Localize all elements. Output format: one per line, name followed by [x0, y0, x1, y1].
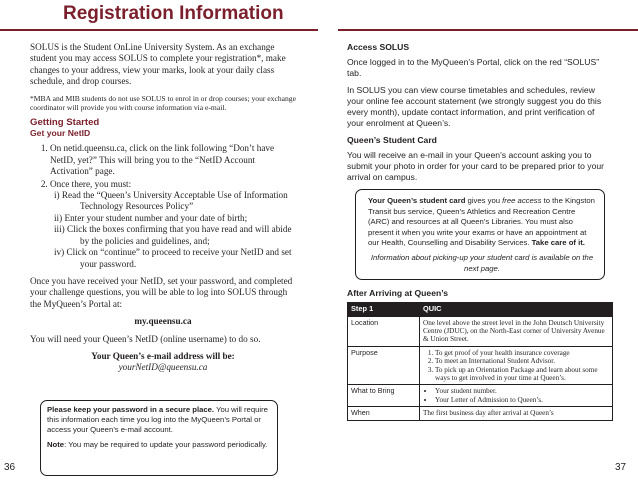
left-column: [30, 42, 296, 380]
password-note-bold: Please keep your password in a secure place.: [47, 405, 215, 414]
substep-text: Click the boxes confirming that you have read and will abide by the policies and guidelines, and;: [67, 224, 292, 246]
row-label: Location: [348, 316, 420, 346]
list-item: • Your student number.: [435, 387, 609, 395]
card-box-lead: Your Queen’s student card: [368, 196, 466, 205]
email-address: yourNetID@queensu.ca: [118, 362, 208, 373]
page-number-left: 36: [4, 462, 16, 473]
table-header-row: [348, 303, 613, 316]
header-rule-left: [0, 29, 318, 31]
card-box-care: Take care of it.: [531, 238, 585, 248]
card-box-text: [368, 196, 596, 249]
card-box-rest: to the Kingston Transit bus service, Queen’s Athletics and Recreation Centre (ARC) and resources at all Queen’s Libraries. You must also present it when you write your exams or have an appointment at our Health, Counselling and Disability Services.: [368, 196, 595, 248]
card-box-pickup: Information about picking-up your student card is available on the next page.: [370, 252, 594, 273]
student-card-paragraph: You will receive an e-mail in your Queen’s account asking you to submit your photo in order for your card to be prepared prior to your arrival on campus.: [347, 150, 604, 182]
email-heading: Your Queen’s e-mail address will be:: [91, 350, 235, 361]
access-paragraph-2: In SOLUS you can view course timetables and schedules, review your online fee account statement (we strongly suggest you do this every month), update contact information, and print verification of your enrolment at Queen’s.: [347, 85, 602, 128]
footnote: *MBA and MIB students do not use SOLUS to enrol in or drop courses; your exchange coordinator will provide you with course information via e-mail.: [30, 93, 296, 113]
substep-num: i): [54, 190, 60, 201]
step-2-text: Once there, you must:: [50, 178, 132, 189]
substep-num: ii): [54, 212, 63, 223]
student-card-heading: Queen’s Student Card: [347, 135, 437, 145]
intro-paragraph: SOLUS is the Student OnLine University System. As an exchange student you may access SOLUS to complete your registration*, make changes to your address, view your marks, look at your daily class schedule, and drop courses.: [30, 42, 286, 87]
password-note-box: [40, 400, 278, 476]
row-value: [420, 385, 613, 407]
step-2: [50, 179, 296, 270]
row-value: The first business day after arrival at Queen’s: [420, 407, 613, 420]
table-row: [348, 316, 613, 346]
substep: [54, 247, 296, 270]
substep-text: Enter your student number and your date of birth;: [64, 212, 248, 223]
table-header-cell: Step 1: [348, 303, 420, 316]
list-item: 1. To get proof of your health insurance coverage: [435, 349, 609, 357]
row-value: One level above the street level in the John Deutsch University Centre (JDUC), on the North-East corner of University Avenue & Union Street.: [420, 316, 613, 346]
substep-text: Read the “Queen’s University Acceptable Use of Information Technology Resources Policy”: [61, 190, 288, 212]
table-row: [348, 346, 613, 385]
access-solus-heading: Access SOLUS: [347, 42, 410, 52]
right-column: [347, 42, 613, 421]
row-label: Purpose: [348, 346, 420, 385]
row-value: [420, 346, 613, 385]
list-item: 3. To pick up an Orientation Package and learn about some ways to get involved in your time at Queen’s.: [435, 366, 609, 383]
purpose-list: [435, 349, 609, 383]
row-label: What to Bring: [348, 385, 420, 407]
substep: [54, 190, 296, 213]
substep-num: iv): [54, 247, 65, 258]
portal-url: my.queensu.ca: [134, 316, 192, 327]
substep-num: iii): [54, 224, 65, 235]
after-netid-paragraph: Once you have received your NetID, set your password, and completed your challenge questions, you will be able to log into SOLUS through the MyQueen’s Portal at:: [30, 275, 293, 309]
page-header: [0, 0, 638, 30]
header-rule-right: [338, 29, 638, 31]
password-note-text: You will require this information each time you log into the MyQueen’s Portal or access your Queen’s e-mail account.: [47, 405, 268, 434]
update-note-text: : You may be required to update your password periodically.: [64, 440, 268, 449]
table-row: [348, 407, 613, 420]
table-header-cell: QUIC: [420, 303, 613, 316]
page-title: Registration Information: [63, 3, 284, 24]
table-row: [348, 385, 613, 407]
getting-started-heading: Getting Started: [30, 117, 100, 129]
list-item: 2. To meet an International Student Advisor.: [435, 357, 609, 365]
password-note: [47, 405, 271, 435]
bring-list: [435, 387, 609, 404]
access-paragraph-1: Once logged in to the MyQueen’s Portal, click on the red “SOLUS” tab.: [347, 57, 600, 78]
substep: [54, 213, 296, 224]
card-box-free: free access: [502, 196, 542, 205]
step-2-substeps: [54, 190, 296, 270]
step-1: 1. On netid.queensu.ca, click on the link following “Don’t have NetID, yet?” This will bring you to the “NetID Account Activation” page.: [50, 143, 296, 177]
substep: [54, 224, 296, 247]
get-netid-heading: Get your NetID: [30, 128, 91, 139]
student-card-box: [355, 189, 605, 280]
netid-steps: [50, 143, 296, 269]
email-intro: You will need your Queen’s NetID (online username) to do so.: [30, 333, 261, 344]
page-number-right: 37: [615, 462, 627, 473]
after-arriving-heading: After Arriving at Queen’s: [347, 288, 449, 299]
substep-text: Click on “continue” to proceed to receive your NetID and set your password.: [66, 247, 292, 269]
arrival-table: [347, 302, 613, 420]
card-box-lead-text: gives you: [465, 196, 503, 205]
list-item: • Your Letter of Admission to Queen’s.: [435, 396, 609, 404]
update-note: [47, 440, 271, 450]
update-note-label: Note: [47, 440, 65, 449]
row-label: When: [348, 407, 420, 420]
